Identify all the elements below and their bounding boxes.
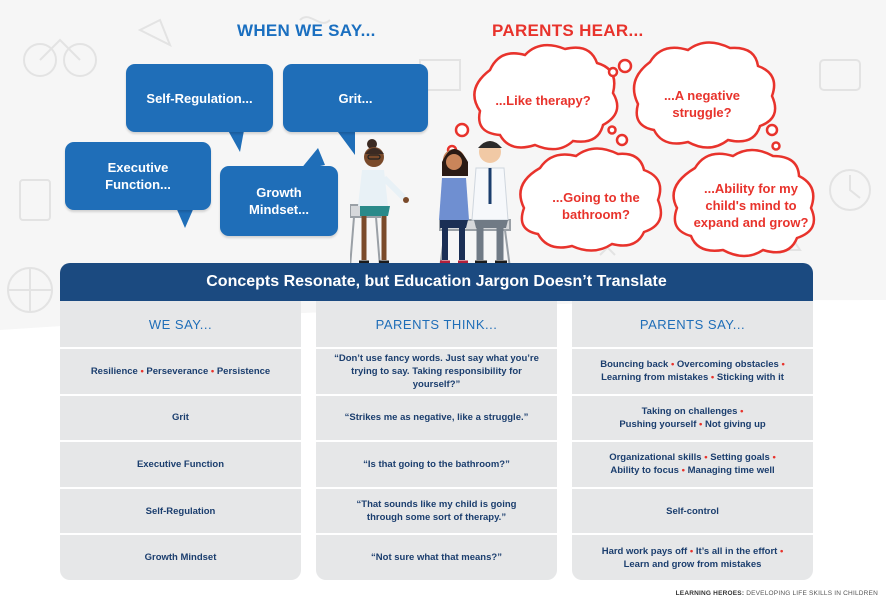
speech-bubble-growth-mindset bbox=[220, 166, 338, 236]
speech-bubble-text: Grit... bbox=[338, 90, 373, 106]
speech-bubble-text: Growth Mindset... bbox=[249, 185, 309, 217]
table-cell: “Not sure what that means?” bbox=[316, 533, 557, 580]
thought-text-bathroom bbox=[540, 184, 652, 228]
table-title: Concepts Resonate, but Education Jargon Doesn’t Translate bbox=[206, 273, 667, 290]
footer-brand: LEARNING HEROES: bbox=[675, 590, 745, 597]
table-title-bar bbox=[60, 263, 813, 301]
footer-text: DEVELOPING LIFE SKILLS IN CHILDREN bbox=[744, 590, 878, 597]
footer-credit bbox=[676, 590, 878, 597]
table-cell: “Don’t use fancy words. Just say what you’re trying to say. Taking responsibility for yourself?” bbox=[316, 347, 557, 394]
table-cell: “Is that going to the bathroom?” bbox=[316, 440, 557, 487]
thought-text: ...A negative struggle? bbox=[663, 88, 741, 120]
table-cell: “That sounds like my child is going through some sort of therapy.” bbox=[316, 487, 557, 534]
thought-text-negative-struggle bbox=[647, 84, 757, 124]
column-we-say bbox=[60, 301, 301, 580]
column-header: PARENTS THINK... bbox=[375, 316, 498, 332]
column-header: WE SAY... bbox=[148, 316, 213, 332]
father-figure bbox=[472, 141, 508, 263]
table-cell: “Strikes me as negative, like a struggle.” bbox=[316, 394, 557, 441]
table-cell: Resilience • Perseverance • Persistence bbox=[60, 347, 301, 394]
table-cell: Executive Function bbox=[60, 440, 301, 487]
thought-text: ...Ability for my child's mind to expand and grow? bbox=[693, 180, 809, 230]
table-cell: Taking on challenges • Pushing yourself • Not giving up bbox=[572, 394, 813, 441]
column-header: PARENTS SAY... bbox=[639, 316, 746, 332]
table-cell: Bouncing back • Overcoming obstacles • Learning from mistakes • Sticking with it bbox=[572, 347, 813, 394]
people-illustration bbox=[350, 130, 525, 270]
thought-text: ...Going to the bathroom? bbox=[552, 190, 640, 222]
speech-bubble-text: Executive Function... bbox=[105, 160, 171, 192]
column-parents-say bbox=[572, 301, 813, 580]
speech-bubble-text: Self-Regulation... bbox=[146, 90, 253, 106]
heading-when-we-say: WHEN WE SAY... bbox=[237, 21, 376, 40]
table-cell: Self-control bbox=[572, 487, 813, 534]
speech-bubble-grit bbox=[283, 64, 428, 132]
table-cell: Self-Regulation bbox=[60, 487, 301, 534]
column-parents-think bbox=[316, 301, 557, 580]
heading-parents-hear: PARENTS HEAR... bbox=[492, 21, 644, 40]
thought-text-therapy bbox=[489, 78, 597, 122]
table-cell: Organizational skills • Setting goals • Ability to focus • Managing time well bbox=[572, 440, 813, 487]
table-cell: Hard work pays off • It’s all in the effort • Learn and grow from mistakes bbox=[572, 533, 813, 580]
thought-text: ...Like therapy? bbox=[495, 92, 591, 108]
speech-bubble-executive-function bbox=[65, 142, 211, 210]
teacher-figure bbox=[358, 139, 409, 263]
speech-bubble-self-regulation bbox=[126, 64, 273, 132]
table-cell: Growth Mindset bbox=[60, 533, 301, 580]
mother-figure bbox=[439, 149, 469, 263]
thought-text-expand-and-grow bbox=[690, 176, 812, 234]
table-cell: Grit bbox=[60, 394, 301, 441]
